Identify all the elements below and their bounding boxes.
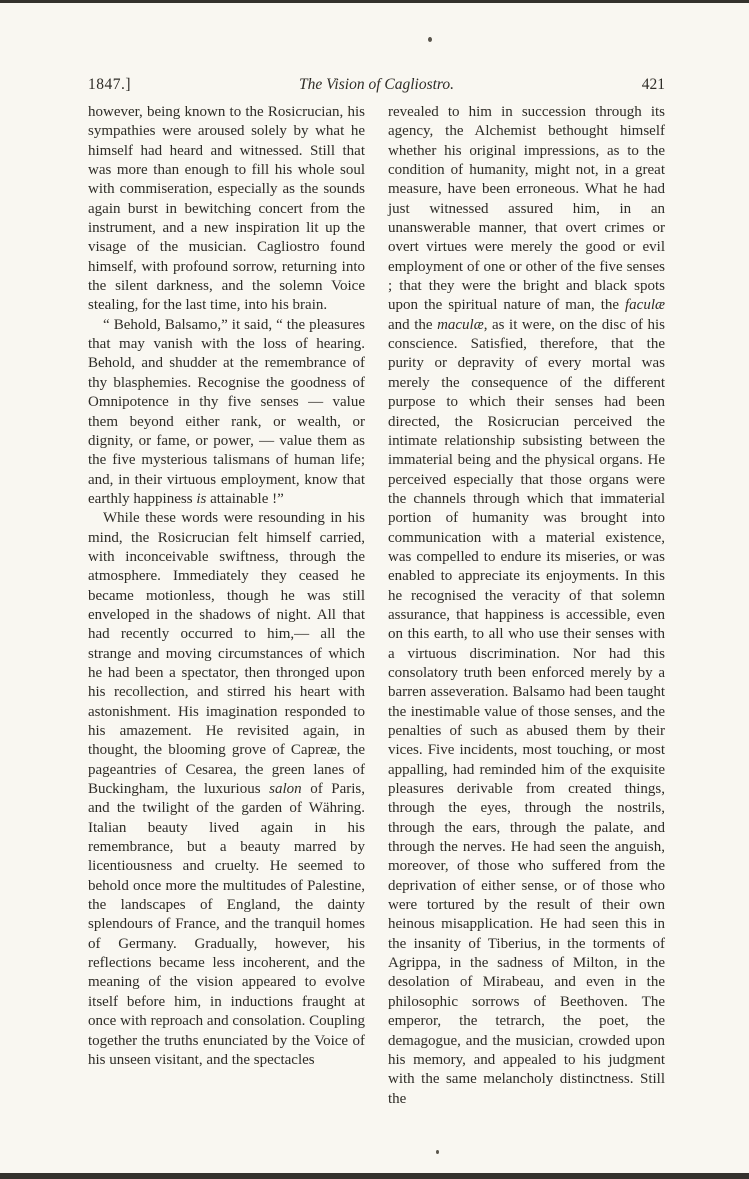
scan-speck [436, 1150, 439, 1154]
column-right [388, 103, 665, 1109]
page-number: 421 [641, 76, 665, 93]
column-left [88, 103, 365, 1109]
text-columns [88, 103, 665, 1109]
scan-edge-bottom [0, 1173, 749, 1179]
header-year: 1847.] [88, 76, 132, 93]
paragraph: revealed to him in succession through its agency, the Alchemist bethought himself whether his original impressions, as to the condition of humanity, might not, in a great measure, have been erroneous. What he had just witnessed assured him, in an unanswerable manner, that overt crimes or overt virtues were merely the good or evil employment of one or other of the five senses ; that they were the bright and black spots upon the spiritual nature of man, the faculæ and the maculæ, as it were, on the disc of his conscience. Satisfied, therefore, that the purity or depravity of every mortal was merely the consequence of the different purpose to which their senses had been directed, the Rosicrucian perceived the intimate relationship subsisting between the immaterial being and the physical organs. He perceived especially that those organs were the channels through which that immaterial portion of humanity was brought into communication with a material existence, was compelled to endure its miseries, or was enabled to appreciate its enjoyments. In this he recognised the veracity of that solemn assurance, that happiness is accessible, even on this earth, to all who use their senses with a virtuous discrimination. Nor had this consolatory truth been enforced merely by a barren asseveration. Balsamo had been taught the inestimable value of those senses, and the penalties of such as abused them by their vices. Five incidents, most touching, or most appalling, had reminded him of the exquisite pleasures derivable from created things, through the eyes, through the nostrils, through the ears, through the palate, and through the nerves. He had seen the anguish, moreover, of those who suffered from the deprivation of either sense, or of those who were tortured by the result of their own heinous misapplication. He had seen this in the insanity of Tiberius, in the torments of Agrippa, in the sadness of Milton, in the desolation of Mirabeau, and even in the philosophic sorrows of Beethoven. The emperor, the tetrarch, the poet, the demagogue, and the musician, crowded upon his memory, and appealed to his judgment with the same melancholy distinctness. Still the [388, 104, 665, 1107]
paragraph: While these words were resounding in his mind, the Rosicrucian felt himself carried, with inconceivable swiftness, through the atmosphere. Immediately they ceased he became motionless, though he was still enveloped in the shadows of night. All that had recently occurred to him,— all the strange and moving circumstances of which he had been a spectator, then thronged upon his recollection, and stirred his heart with astonishment. His imagination responded to his amazement. He revisited again, in thought, the blooming grove of Capreæ, the pageantries of Cesarea, the green lanes of Buckingham, the luxurious salon of Paris, and the twilight of the garden of Währing. Italian beauty lived again in his remembrance, but a beauty marred by licentiousness and cruelty. He seemed to behold once more the multitudes of Palestine, the landscapes of England, the dainty splendours of France, and the tranquil homes of Germany. Gradually, however, his reflections became less incoherent, and the meaning of the vision appeared to evolve itself before him, in inductions fraught at once with reproach and consolation. Coupling together the truths enunciated by the Voice of his unseen visitant, and the spectacles [88, 510, 366, 1068]
scan-edge-top [0, 0, 749, 3]
scan-speck [428, 37, 432, 42]
paragraph: “ Behold, Balsamo,” it said, “ the pleasures that may vanish with the loss of hearing. Behold, and shudder at the remembrance of thy blasphemies. Recognise the goodness of Omnipotence in thy five senses — value them beyond either rank, or wealth, or dignity, or fame, or power, — value them as the five mysterious talismans of human life; and, in their virtuous employment, know that earthly happiness is attainable !” [88, 316, 365, 507]
running-head [88, 76, 665, 94]
paragraph: however, being known to the Rosicrucian, his sympathies were aroused solely by what he himself had heard and witnessed. Still that was more than enough to fill his whole soul with commiseration, especially as the sounds again burst in bewitching concert from the instrument, and a new inspiration lit up the visage of the musician. Cagliostro found himself, with profound sorrow, returning into the silent darkness, and the solemn Voice stealing, for the last time, into his brain. [88, 104, 365, 314]
page-title: The Vision of Cagliostro. [298, 76, 454, 93]
